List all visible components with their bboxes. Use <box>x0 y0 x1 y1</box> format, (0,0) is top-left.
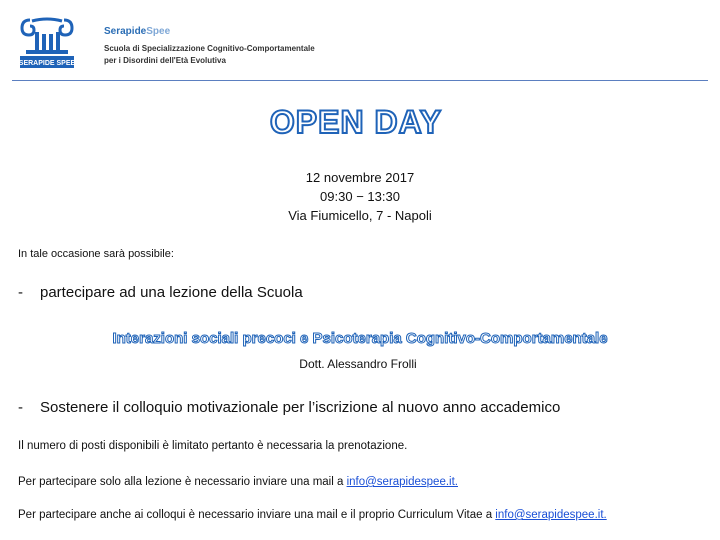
lesson-only-note <box>18 476 458 488</box>
bullet-lesson-text: partecipare ad una lezione della Scuola <box>40 284 303 301</box>
event-title: OPEN DAY <box>269 104 443 140</box>
speaker-name: Dott. Alessandro Frolli <box>299 357 417 371</box>
school-line1: Scuola di Specializzazione Cognitivo-Comportamentale <box>104 44 315 53</box>
brand-part1: Serapide <box>104 26 147 37</box>
brand-name <box>104 26 170 37</box>
bullet-lesson <box>18 284 303 301</box>
svg-text:SERAPIDE SPEE: SERAPIDE SPEE <box>18 60 76 67</box>
email-link-interviews[interactable]: info@serapidespee.it. <box>495 509 607 521</box>
bullet-interview-text: Sostenere il colloquio motivazionale per l’iscrizione al nuovo anno accademico <box>40 399 561 416</box>
lesson-title: Interazioni sociali precoci e Psicoterapia Cognitivo-Comportamentale <box>112 330 608 347</box>
brand-part2: Spee <box>146 26 171 37</box>
serapide-spee-logo <box>18 12 76 70</box>
school-line2: per i Disordini dell'Età Evolutiva <box>104 56 226 65</box>
email-link-lesson[interactable]: info@serapidespee.it. <box>346 476 458 488</box>
interviews-text: Per partecipare anche ai colloqui è necessario inviare una mail e il proprio Curriculum Vitae a <box>18 509 496 521</box>
event-time: 09:30 − 13:30 <box>320 189 400 204</box>
intro-text: In tale occasione sarà possibile: <box>18 248 174 260</box>
bullet-dash: - <box>18 399 23 416</box>
bullet-interview <box>18 399 560 416</box>
school-description <box>104 43 315 67</box>
event-date: 12 novembre 2017 <box>305 170 415 185</box>
limited-seats-note: Il numero di posti disponibili è limitato pertanto è necessaria la prenotazione. <box>18 440 408 452</box>
interviews-note <box>18 509 607 521</box>
header-divider <box>12 80 708 81</box>
event-address: Via Fiumicello, 7 - Napoli <box>288 208 432 223</box>
lesson-only-text: Per partecipare solo alla lezione è necessario inviare una mail a <box>18 476 347 488</box>
bullet-dash: - <box>18 284 23 301</box>
